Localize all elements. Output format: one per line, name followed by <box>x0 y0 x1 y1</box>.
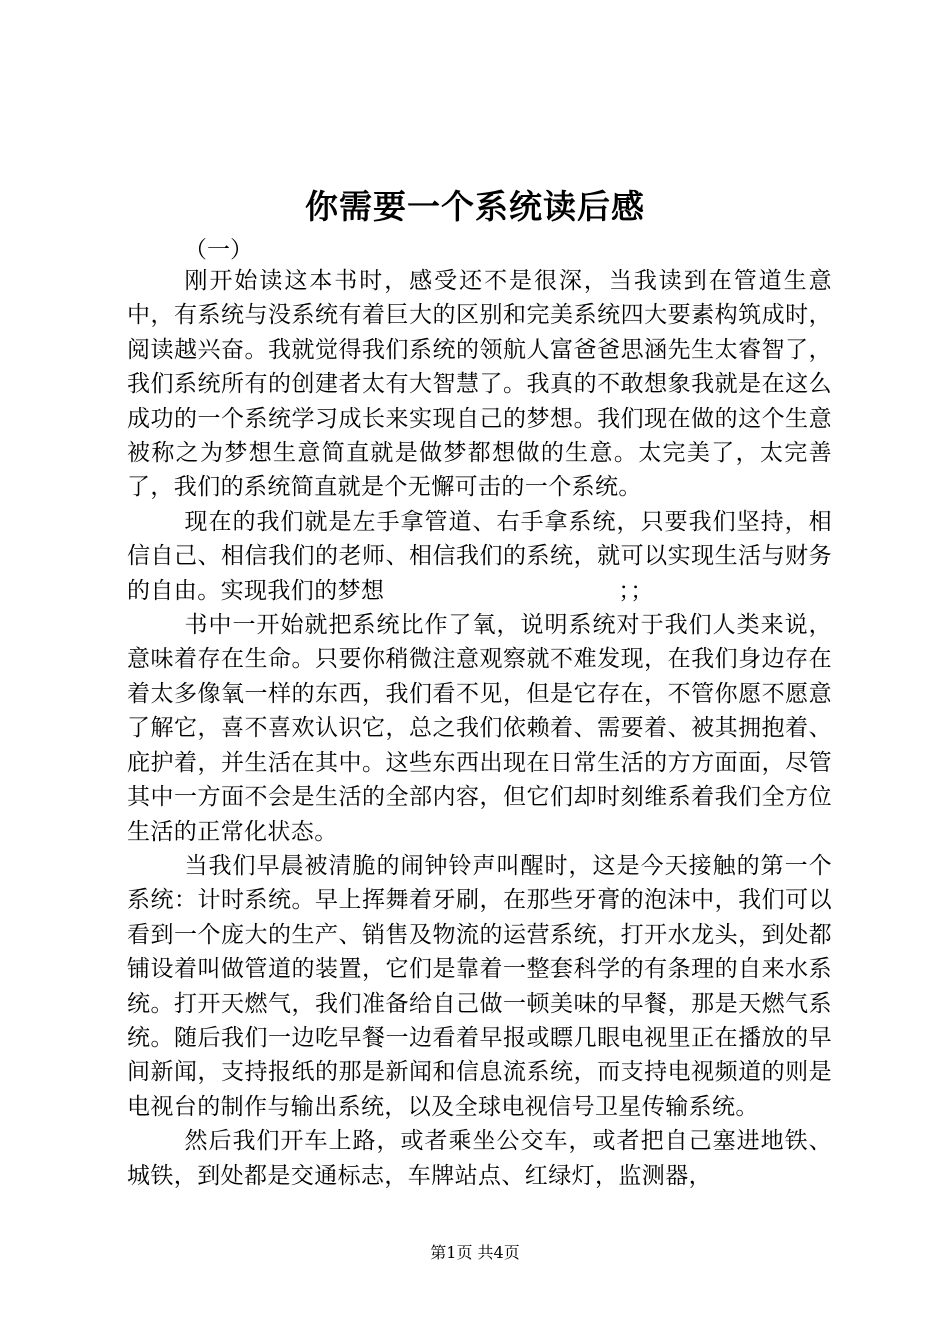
paragraph: 当我们早晨被清脆的闹钟铃声叫醒时，这是今天接触的第一个系统：计时系统。早上挥舞着牙刷，在那些牙膏的泡沫中，我们可以看到一个庞大的生产、销售及物流的运营系统，打开水龙头，到处都铺设着叫做管道的装置，它们是靠着一整套科学的有条理的自来水系统。打开天燃气，我们准备给自己做一顿美味的早餐，那是天燃气系统。随后我们一边吃早餐一边看着早报或瞟几眼电视里正在播放的早间新闻，支持报纸的那是新闻和信息流系统，而支持电视频道的则是电视台的制作与输出系统，以及全球电视信号卫星传输系统。 <box>127 852 832 1120</box>
page-footer: 第1页 共4页 <box>430 1243 520 1262</box>
paragraph: 然后我们开车上路，或者乘坐公交车，或者把自己塞进地铁、城铁，到处都是交通标志，车牌站点、红绿灯，监测器， <box>127 1128 832 1189</box>
document-title: 你需要一个系统读后感 <box>305 187 645 226</box>
paragraph: 刚开始读这本书时，感受还不是很深，当我读到在管道生意中，有系统与没系统有着巨大的区别和完美系统四大要素构筑成时，阅读越兴奋。我就觉得我们系统的领航人富爸爸思涵先生太睿智了，我们系统所有的创建者太有大智慧了。我真的不敢想象我就是在这么成功的一个系统学习成长来实现自己的梦想。我们现在做的这个生意被称之为梦想生意简直就是做梦都想做的生意。太完美了，太完善了，我们的系统简直就是个无懈可击的一个系统。 <box>127 268 832 501</box>
section-label: （一） <box>184 237 253 263</box>
paragraph: 现在的我们就是左手拿管道、右手拿系统，只要我们坚持，相信自己、相信我们的老师、相信我们的系统，就可以实现生活与财务的自由。实现我们的梦想 ；； <box>127 508 832 604</box>
document-body <box>127 264 832 1193</box>
paragraph: 书中一开始就把系统比作了氧，说明系统对于我们人类来说，意味着存在生命。只要你稍微注意观察就不难发现，在我们身边存在着太多像氧一样的东西，我们看不见，但是它存在，不管你愿不愿意了解它，喜不喜欢认识它，总之我们依赖着、需要着、被其拥抱着、庇护着，并生活在其中。这些东西出现在日常生活的方方面面，尽管其中一方面不会是生活的全部内容，但它们却时刻维系着我们全方位生活的正常化状态。 <box>127 612 832 845</box>
